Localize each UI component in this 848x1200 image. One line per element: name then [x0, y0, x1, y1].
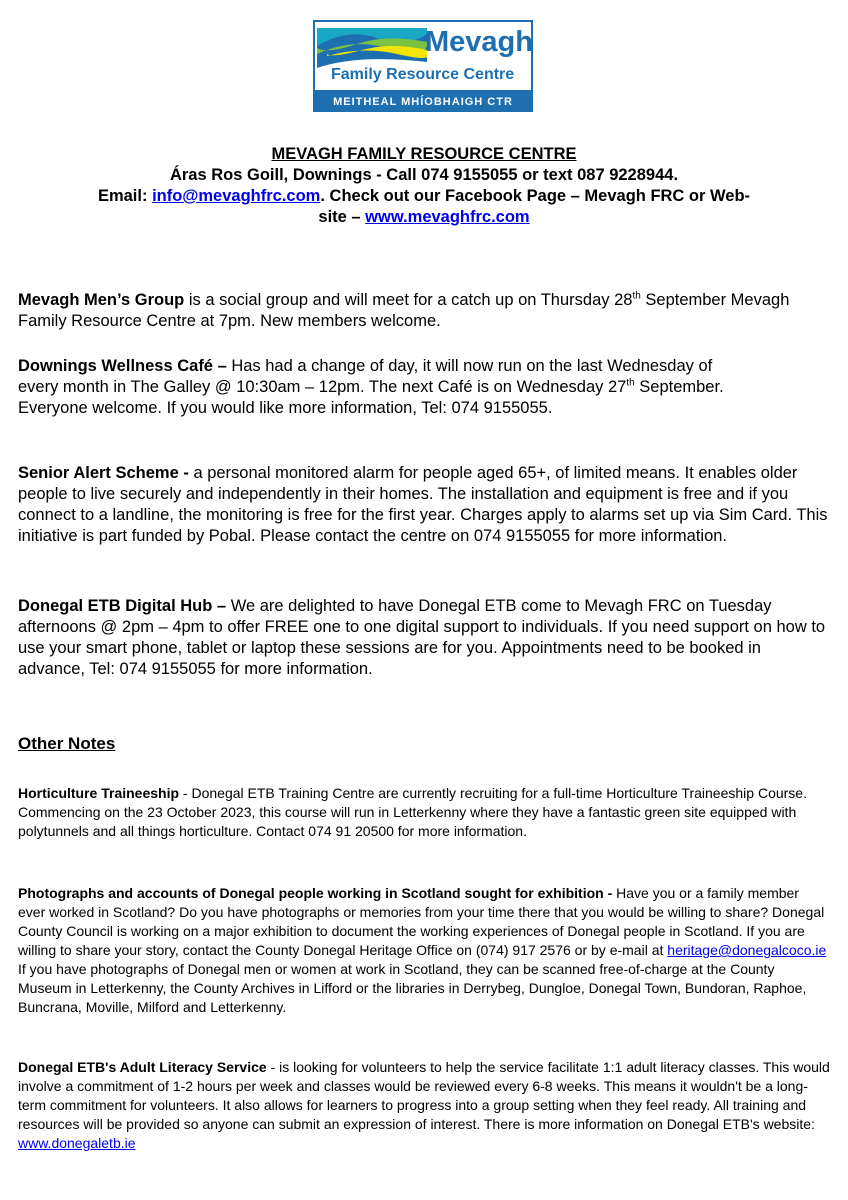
logo-frame: [313, 20, 533, 92]
mens-group-item: [18, 290, 830, 332]
horticulture-item: [18, 784, 830, 841]
photographs-text1: Have you or a family member ever worked in Scotland? Do you have photographs or memories from your time there that you would be willing to share? Donegal County Council is working on a major exhibition to document the working experiences of Donegal people in Scotland. If you are willing to share your story, contact the County Donegal Heritage Office on (074) 917 2576 or by e-mail at: [18, 885, 825, 958]
mens-group-text2: September Mevagh Family Resource Centre at 7pm. New members welcome.: [18, 291, 790, 330]
senior-alert-item: [18, 463, 830, 547]
photographs-heading: Photographs and accounts of Donegal people working in Scotland sought for exhibition -: [18, 885, 613, 901]
logo-subtitle: Family Resource Centre: [331, 66, 515, 83]
facebook-text: . Check out our Facebook Page – Mevagh FRC or Web-: [320, 187, 751, 205]
website-label: site –: [318, 208, 366, 226]
horticulture-text: - Donegal ETB Training Centre are currently recruiting for a full-time Horticulture Traineeship Course. Commencing on the 23 October 2023, this course will run in Letterkenny where they have a fantastic green site equipped with polytunnels and all things horticulture. Contact 074 91 20500 for more information.: [18, 785, 807, 839]
etb-hub-heading: Donegal ETB Digital Hub –: [18, 597, 227, 615]
mevagh-logo: [313, 20, 533, 112]
literacy-item: [18, 1058, 830, 1153]
logo-name: Mevagh: [425, 26, 533, 58]
literacy-text: - is looking for volunteers to help the service facilitate 1:1 adult literacy classes. This would involve a commitment of 1-2 hours per week and classes would be reviewed every 6-8 weeks. This means it wouldn't be a long-term commitment for volunteers. It also allows for learners to progress into a group setting when they feel ready. All training and resources will be provided so anyone can submit an expression of interest. There is more information on Donegal ETB's website:: [18, 1059, 830, 1132]
logo-wave-icon: [317, 28, 427, 68]
email-label: Email:: [97, 187, 153, 205]
etb-website-link[interactable]: www.donegaletb.ie: [18, 1135, 136, 1151]
heritage-email-link[interactable]: heritage@donegalcoco.ie: [667, 942, 827, 958]
horticulture-heading: Horticulture Traineeship: [18, 785, 180, 801]
senior-alert-heading: Senior Alert Scheme -: [18, 464, 189, 482]
cafe-heading: Downings Wellness Café –: [18, 357, 227, 375]
website-link[interactable]: www.mevaghfrc.com: [365, 208, 530, 226]
etb-hub-item: [18, 596, 830, 680]
photographs-item: [18, 884, 830, 1017]
cafe-text1: Has had a change of day, it will now run on the last Wednesday of every month in The Galley @ 10:30am – 12pm. The next Café is on Wednesday 27: [18, 357, 713, 396]
mens-group-text1: is a social group and will meet for a catch up on Thursday 28: [184, 291, 633, 309]
contact-line: [20, 186, 828, 207]
cafe-item: [18, 356, 748, 419]
centre-header: [20, 144, 828, 228]
cafe-text2: September. Everyone welcome. If you would like more information, Tel: 074 9155055.: [18, 378, 724, 417]
mens-group-heading: Mevagh Men’s Group: [18, 291, 185, 309]
email-link[interactable]: info@mevaghfrc.com: [152, 187, 321, 205]
senior-alert-text: a personal monitored alarm for people aged 65+, of limited means. It enables older people to live securely and independently in their homes. The installation and equipment is free and if you connect to a landline, the monitoring is free for the first year. Charges apply to alarms set up via Sim Card. This initiative is part funded by Pobal. Please contact the centre on 074 9155055 for more information.: [18, 464, 828, 545]
mens-group-sup: th: [632, 290, 641, 302]
other-notes-title: Other Notes: [18, 734, 116, 753]
address-line: Áras Ros Goill, Downings - Call 074 9155055 or text 087 9228944.: [169, 166, 679, 184]
etb-hub-text: We are delighted to have Donegal ETB come to Mevagh FRC on Tuesday afternoons @ 2pm – 4pm to offer FREE one to one digital support to individuals. If you need support on how to use your smart phone, tablet or laptop these sessions are for you. Appointments need to be booked in advance, Tel: 074 9155055 for more information.: [18, 597, 826, 678]
cafe-sup: th: [626, 377, 635, 389]
logo-band: MEITHEAL MHÍOBHAIGH CTR: [313, 92, 533, 112]
photographs-text2: If you have photographs of Donegal men or women at work in Scotland, they can be scanned free-of-charge at the County Museum in Letterkenny, the County Archives in Lifford or the libraries in Derrybeg, Dungloe, Donegal Town, Bundoran, Raphoe, Buncrana, Moville, Milford and Letterkenny.: [18, 961, 807, 1015]
literacy-heading: Donegal ETB's Adult Literacy Service: [18, 1059, 267, 1075]
website-line: [20, 207, 828, 228]
page-title: MEVAGH FAMILY RESOURCE CENTRE: [271, 145, 577, 163]
